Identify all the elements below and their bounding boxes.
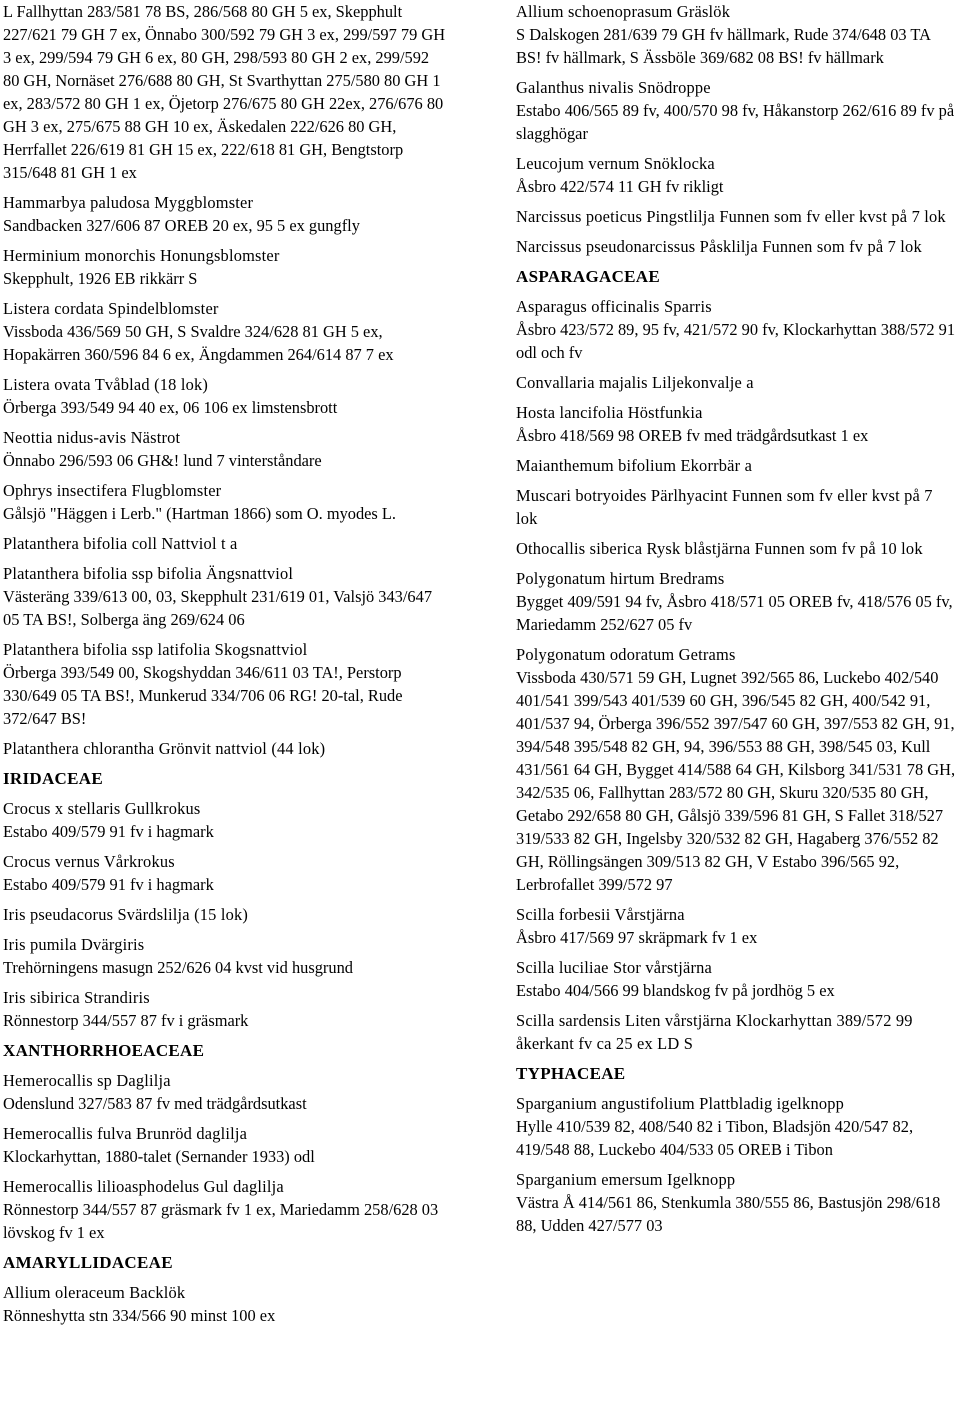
species-name: Crocus vernus Vårkrokus bbox=[3, 852, 175, 871]
species-name: Sparganium emersum Igelknopp bbox=[516, 1170, 736, 1189]
species-name: Allium schoenoprasum Gräslök bbox=[516, 2, 731, 21]
species-name: Listera cordata Spindelblomster bbox=[3, 299, 219, 318]
species-localities: Hylle 410/539 82, 408/540 82 i Tibon, Bladsjön 420/547 82, 419/548 88, Luckebo 404/533 05 OREB i Tibon bbox=[516, 1117, 914, 1159]
species-entry bbox=[516, 205, 958, 228]
species-entry bbox=[516, 295, 958, 364]
species-name: Leucojum vernum Snöklocka bbox=[516, 154, 715, 173]
species-name: Listera ovata Tvåblad (18 lok) bbox=[3, 375, 209, 394]
species-entry bbox=[516, 371, 958, 394]
species-localities: Åsbro 417/569 97 skräpmark fv 1 ex bbox=[516, 928, 758, 947]
species-entry bbox=[516, 903, 958, 949]
species-entry bbox=[3, 903, 449, 926]
species-entry bbox=[3, 1281, 449, 1327]
species-localities: Estabo 409/579 91 fv i hagmark bbox=[3, 822, 214, 841]
species-name: Scilla sardensis Liten vårstjärna Klockarhyttan 389/572 99 åkerkant fv ca 25 ex LD S bbox=[516, 1011, 913, 1053]
species-entry bbox=[516, 537, 958, 560]
species-entry bbox=[516, 1009, 958, 1055]
species-localities: Åsbro 422/574 11 GH fv rikligt bbox=[516, 177, 724, 196]
species-localities: Trehörningens masugn 252/626 04 kvst vid husgrund bbox=[3, 958, 353, 977]
species-entry bbox=[3, 532, 449, 555]
family-heading: IRIDACEAE bbox=[3, 769, 103, 788]
species-localities: Vissboda 430/571 59 GH, Lugnet 392/565 86, Luckebo 402/540 401/541 399/543 401/539 60 GH, 396/545 82 GH, 400/542 91, 401/537 94, Örberga 396/552 397/547 60 GH, 397/553 82 GH, 91, 394/548 395/548 82 GH, 94, 396/553 88 GH, 398/545 03, Kull 431/561 64 GH, Bygget 414/588 64 GH, Kilsborg 341/531 78 GH, 342/535 06, Fallhyttan 283/572 80 GH, Skuru 320/535 80 GH, Getabo 292/658 80 GH, Gålsjö 339/596 81 GH, S Fallet 318/527 319/533 82 GH, Ingelsby 320/532 82 GH, Hagaberg 376/552 82 GH, Röllingsängen 309/513 82 GH, V Estabo 396/565 92, Lerbrofallet 399/572 97 bbox=[516, 668, 956, 894]
species-localities: Örberga 393/549 94 40 ex, 06 106 ex limstensbrott bbox=[3, 398, 338, 417]
species-localities: Rönnestorp 344/557 87 gräsmark fv 1 ex, Mariedamm 258/628 03 lövskog fv 1 ex bbox=[3, 1200, 439, 1242]
species-localities: Estabo 404/566 99 blandskog fv på jordhög 5 ex bbox=[516, 981, 835, 1000]
species-entry bbox=[516, 1092, 958, 1161]
species-entry bbox=[516, 152, 958, 198]
species-localities: Västra Å 414/561 86, Stenkumla 380/555 86, Bastusjön 298/618 88, Udden 427/577 03 bbox=[516, 1193, 941, 1235]
family-heading: ASPARAGACEAE bbox=[516, 267, 661, 286]
species-entry bbox=[3, 933, 449, 979]
species-localities: Örberga 393/549 00, Skogshyddan 346/611 03 TA!, Perstorp 330/649 05 TA BS!, Munkerud 334/706 06 RG! 20-tal, Rude 372/647 BS! bbox=[3, 663, 403, 728]
continued-locality-text: L Fallhyttan 283/581 78 BS, 286/568 80 GH 5 ex, Skepphult 227/621 79 GH 7 ex, Önnabo 300/592 79 GH 3 ex, 299/597 79 GH 3 ex, 299/594 79 GH 6 ex, 80 GH, 298/593 80 GH 2 ex, 299/592 80 GH, Nornäset 276/688 80 GH, St Svarthyttan 275/580 80 GH 1 ex, 283/572 80 GH 1 ex, Öjetorp 276/675 80 GH 22ex, 276/676 80 GH 3 ex, 275/675 88 GH 10 ex, Äskedalen 222/626 80 GH, Herrfallet 226/619 81 GH 15 ex, 222/618 81 GH, Bengtstorp 315/648 81 GH 1 ex bbox=[3, 2, 446, 182]
species-name: Hosta lancifolia Höstfunkia bbox=[516, 403, 703, 422]
species-name: Muscari botryoides Pärlhyacint Funnen som fv eller kvst på 7 lok bbox=[516, 486, 933, 528]
species-localities: Bygget 409/591 94 fv, Åsbro 418/571 05 OREB fv, 418/576 05 fv, Mariedamm 252/627 05 fv bbox=[516, 592, 953, 634]
species-name: Sparganium angustifolium Plattbladig igelknopp bbox=[516, 1094, 845, 1113]
species-localities: Klockarhyttan, 1880-talet (Sernander 1933) odl bbox=[3, 1147, 315, 1166]
species-localities: Åsbro 423/572 89, 95 fv, 421/572 90 fv, Klockarhyttan 388/572 91 odl och fv bbox=[516, 320, 956, 362]
species-entry bbox=[3, 850, 449, 896]
species-entry bbox=[3, 191, 449, 237]
species-entry bbox=[3, 638, 449, 730]
species-name: Asparagus officinalis Sparris bbox=[516, 297, 712, 316]
species-localities: Rönneshytta stn 334/566 90 minst 100 ex bbox=[3, 1306, 276, 1325]
species-localities: S Dalskogen 281/639 79 GH fv hällmark, Rude 374/648 03 TA BS! fv hällmark, S Ässböle 369/682 08 BS! fv hällmark bbox=[516, 25, 931, 67]
species-localities: Skepphult, 1926 EB rikkärr S bbox=[3, 269, 198, 288]
species-name: Ophrys insectifera Flugblomster bbox=[3, 481, 222, 500]
species-name: Platanthera bifolia ssp latifolia Skogsnattviol bbox=[3, 640, 308, 659]
species-entry bbox=[516, 76, 958, 145]
species-entry bbox=[3, 737, 449, 760]
species-name: Scilla luciliae Stor vårstjärna bbox=[516, 958, 712, 977]
species-entry bbox=[3, 297, 449, 366]
species-name: Hemerocallis lilioasphodelus Gul daglilja bbox=[3, 1177, 284, 1196]
species-name: Neottia nidus-avis Nästrot bbox=[3, 428, 181, 447]
species-name: Galanthus nivalis Snödroppe bbox=[516, 78, 711, 97]
species-name: Polygonatum hirtum Bredrams bbox=[516, 569, 725, 588]
species-entry bbox=[516, 956, 958, 1002]
species-name: Platanthera bifolia ssp bifolia Ängsnattviol bbox=[3, 564, 294, 583]
species-name: Platanthera bifolia coll Nattviol t a bbox=[3, 534, 238, 553]
family-heading: XANTHORRHOEACEAE bbox=[3, 1041, 205, 1060]
species-entry bbox=[3, 426, 449, 472]
species-name: Iris sibirica Strandiris bbox=[3, 988, 150, 1007]
species-entry bbox=[3, 797, 449, 843]
species-name: Narcissus pseudonarcissus Påsklilja Funnen som fv på 7 lok bbox=[516, 237, 922, 256]
species-name: Polygonatum odoratum Getrams bbox=[516, 645, 736, 664]
species-name: Scilla forbesii Vårstjärna bbox=[516, 905, 685, 924]
species-name: Hemerocallis sp Daglilja bbox=[3, 1071, 171, 1090]
species-entry bbox=[3, 1175, 449, 1244]
species-name: Crocus x stellaris Gullkrokus bbox=[3, 799, 201, 818]
family-heading: AMARYLLIDACEAE bbox=[3, 1253, 173, 1272]
species-localities: Önnabo 296/593 06 GH&! lund 7 vinterståndare bbox=[3, 451, 322, 470]
species-entry bbox=[516, 401, 958, 447]
species-entry bbox=[3, 986, 449, 1032]
species-entry bbox=[3, 1122, 449, 1168]
species-localities: Gålsjö "Häggen i Lerb." (Hartman 1866) som O. myodes L. bbox=[3, 504, 397, 523]
species-name: Iris pumila Dvärgiris bbox=[3, 935, 145, 954]
species-entry bbox=[516, 454, 958, 477]
species-name: Hemerocallis fulva Brunröd daglilja bbox=[3, 1124, 248, 1143]
species-localities: Rönnestorp 344/557 87 fv i gräsmark bbox=[3, 1011, 249, 1030]
species-name: Narcissus poeticus Pingstlilja Funnen som fv eller kvst på 7 lok bbox=[516, 207, 946, 226]
species-entry bbox=[516, 1168, 958, 1237]
species-localities: Estabo 406/565 89 fv, 400/570 98 fv, Håkanstorp 262/616 89 fv på slagghögar bbox=[516, 101, 955, 143]
species-entry bbox=[3, 244, 449, 290]
species-entry bbox=[516, 0, 958, 69]
right-column bbox=[516, 0, 958, 1244]
species-entry bbox=[516, 484, 958, 530]
species-entry bbox=[516, 643, 958, 896]
species-localities: Åsbro 418/569 98 OREB fv med trädgårdsutkast 1 ex bbox=[516, 426, 869, 445]
species-localities: Odenslund 327/583 87 fv med trädgårdsutkast bbox=[3, 1094, 307, 1113]
species-localities: Vissboda 436/569 50 GH, S Svaldre 324/628 81 GH 5 ex, Hopakärren 360/596 84 6 ex, Ängdammen 264/614 87 7 ex bbox=[3, 322, 394, 364]
family-heading: TYPHACEAE bbox=[516, 1064, 626, 1083]
species-entry bbox=[516, 567, 958, 636]
species-name: Iris pseudacorus Svärdslilja (15 lok) bbox=[3, 905, 249, 924]
species-entry bbox=[3, 562, 449, 631]
species-entry bbox=[516, 235, 958, 258]
left-column bbox=[3, 0, 449, 1334]
species-name: Maianthemum bifolium Ekorrbär a bbox=[516, 456, 753, 475]
species-name: Hammarbya paludosa Myggblomster bbox=[3, 193, 254, 212]
species-name: Othocallis siberica Rysk blåstjärna Funnen som fv på 10 lok bbox=[516, 539, 923, 558]
species-name: Allium oleraceum Backlök bbox=[3, 1283, 186, 1302]
species-localities: Västeräng 339/613 00, 03, Skepphult 231/619 01, Valsjö 343/647 05 TA BS!, Solberga äng 269/624 06 bbox=[3, 587, 433, 629]
species-name: Platanthera chlorantha Grönvit nattviol (44 lok) bbox=[3, 739, 326, 758]
species-entry bbox=[3, 1069, 449, 1115]
species-localities: Sandbacken 327/606 87 OREB 20 ex, 95 5 ex gungfly bbox=[3, 216, 360, 235]
species-localities: Estabo 409/579 91 fv i hagmark bbox=[3, 875, 214, 894]
species-entry bbox=[3, 479, 449, 525]
species-entry bbox=[3, 373, 449, 419]
species-name: Convallaria majalis Liljekonvalje a bbox=[516, 373, 754, 392]
species-name: Herminium monorchis Honungsblomster bbox=[3, 246, 280, 265]
